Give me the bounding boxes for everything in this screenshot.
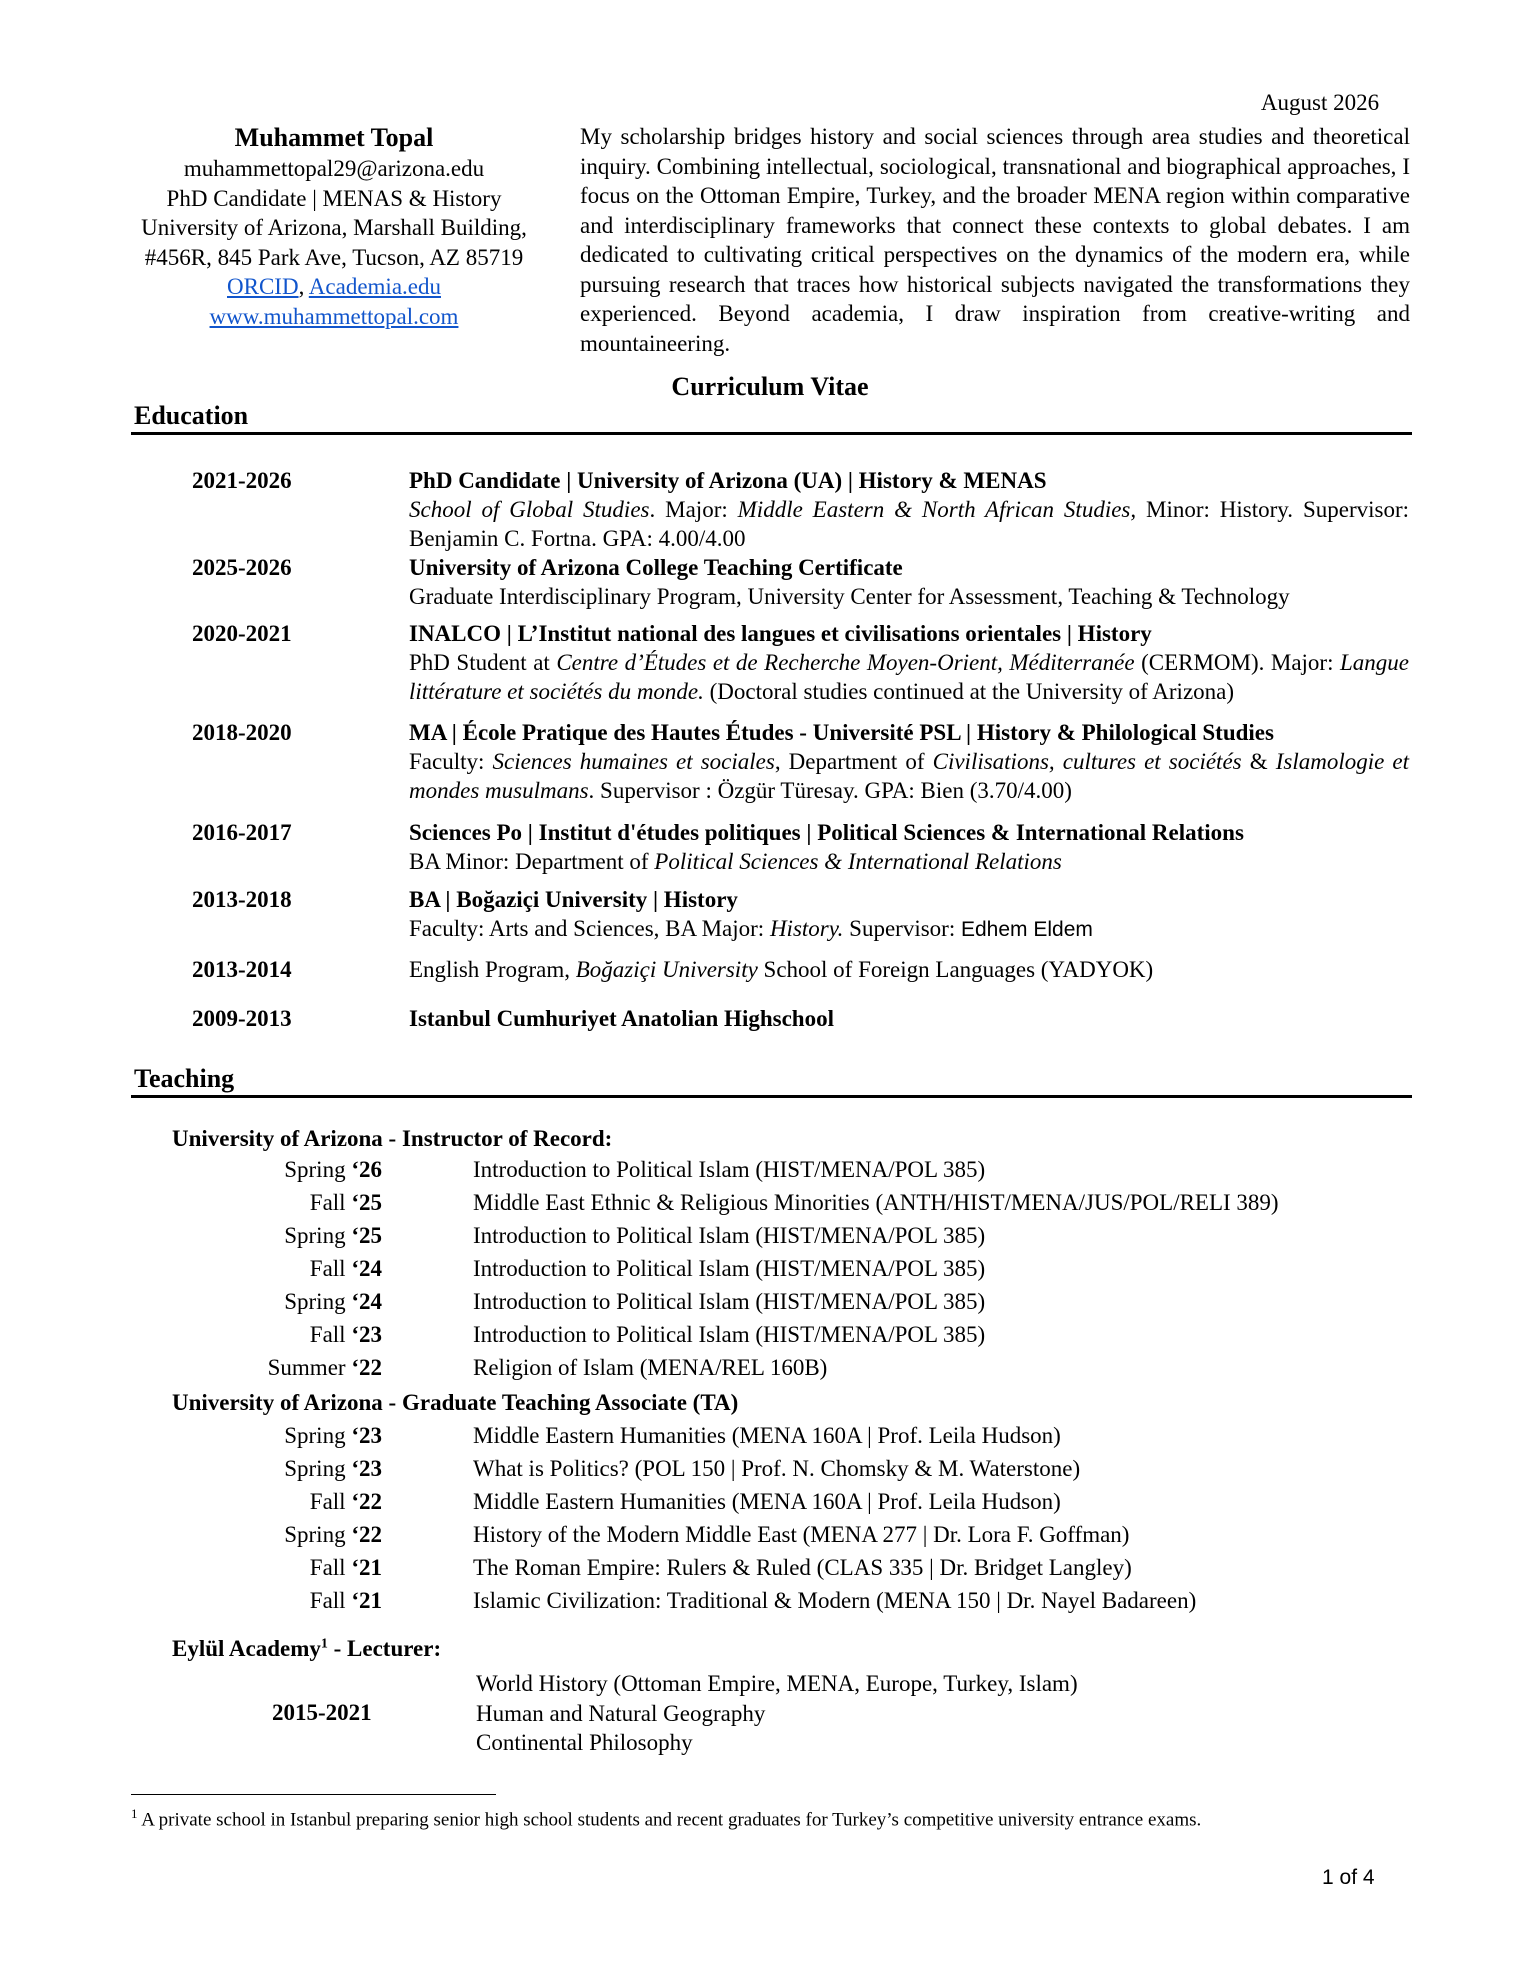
- teaching-course: Introduction to Political Islam (HIST/MENA/POL 385): [473, 1289, 986, 1314]
- teaching-row: [0, 1522, 1530, 1555]
- teaching-course: Middle Eastern Humanities (MENA 160A | Prof. Leila Hudson): [473, 1423, 1061, 1448]
- teaching-term: Spring ‘22: [284, 1522, 382, 1547]
- teaching-course: Middle East Ethnic & Religious Minorities (ANTH/HIST/MENA/JUS/POL/RELI 389): [473, 1190, 1279, 1215]
- teaching-years: 2015-2021: [272, 1700, 372, 1725]
- teaching-course: Religion of Islam (MENA/REL 160B): [473, 1355, 828, 1380]
- education-description: BA Minor: Department of Political Sciences & International Relations: [409, 849, 1062, 874]
- teaching-term: Fall ‘21: [309, 1555, 382, 1580]
- education-years: 2009-2013: [192, 1006, 292, 1031]
- teaching-row: [0, 1555, 1530, 1588]
- education-title: MA | École Pratique des Hautes Études - Université PSL | History & Philological Studies: [409, 720, 1274, 745]
- education-years: 2021-2026: [192, 468, 292, 493]
- teaching-row: [0, 1588, 1530, 1621]
- address-line-2: #456R, 845 Park Ave, Tucson, AZ 85719: [144, 244, 524, 270]
- teaching-term: Fall ‘21: [309, 1588, 382, 1613]
- document-date: August 2026: [1260, 90, 1380, 115]
- education-title: Istanbul Cumhuriyet Anatolian Highschool: [409, 1006, 834, 1031]
- teaching-term: Fall ‘23: [309, 1322, 382, 1347]
- education-description: Graduate Interdisciplinary Program, University Center for Assessment, Teaching & Technology: [409, 584, 1290, 609]
- education-years: 2018-2020: [192, 720, 292, 745]
- teaching-course: Introduction to Political Islam (HIST/MENA/POL 385): [473, 1256, 986, 1281]
- teaching-row: [0, 1256, 1530, 1289]
- teaching-term: Summer ‘22: [267, 1355, 382, 1380]
- link-separator: ,: [298, 274, 309, 299]
- education-years: 2013-2014: [192, 957, 292, 982]
- education-description: School of Global Studies. Major: Middle Eastern & North African Studies, Minor: History. Supervisor: Benjamin C. Fortna. GPA: 4.00/4.00: [409, 497, 1409, 551]
- education-title: University of Arizona College Teaching Certificate: [409, 555, 903, 580]
- teaching-group-title: University of Arizona - Instructor of Record:: [172, 1126, 613, 1151]
- academia-link[interactable]: Academia.edu: [308, 274, 441, 299]
- teaching-row: [0, 1355, 1530, 1388]
- education-title: PhD Candidate | University of Arizona (UA) | History & MENAS: [409, 468, 1047, 493]
- education-heading: Education: [134, 401, 249, 430]
- teaching-course: What is Politics? (POL 150 | Prof. N. Chomsky & M. Waterstone): [473, 1456, 1081, 1481]
- page-number: 1 of 4: [1322, 1866, 1375, 1889]
- teaching-group-title: University of Arizona - Graduate Teaching Associate (TA): [172, 1390, 739, 1415]
- education-title: Sciences Po | Institut d'études politiques | Political Sciences & International Relations: [409, 820, 1244, 845]
- education-years: 2016-2017: [192, 820, 292, 845]
- footnote-divider: [131, 1794, 496, 1795]
- teaching-term: Fall ‘25: [309, 1190, 382, 1215]
- author-name: Muhammet Topal: [234, 123, 434, 152]
- address-line-1: University of Arizona, Marshall Building,: [141, 215, 527, 240]
- teaching-course: Introduction to Political Islam (HIST/MENA/POL 385): [473, 1157, 986, 1182]
- education-years: 2020-2021: [192, 621, 292, 646]
- profile-links: [112, 272, 556, 302]
- education-description: English Program, Boğaziçi University School of Foreign Languages (YADYOK): [409, 957, 1154, 982]
- teaching-row: [0, 1322, 1530, 1355]
- education-years: 2025-2026: [192, 555, 292, 580]
- footnote-marker: 1: [320, 1636, 328, 1652]
- lecture-topics: [476, 1669, 1078, 1758]
- education-description: PhD Student at Centre d’Études et de Recherche Moyen-Orient, Méditerranée (CERMOM). Major: Langue littérature et sociétés du monde. (Doctoral studies continued at the University of Arizona): [409, 650, 1409, 704]
- footnote: $^1$ A private school in Istanbul preparing senior high school students and recent graduates for Turkey’s competitive university entrance exams.: [131, 1806, 1202, 1831]
- bio-paragraph: My scholarship bridges history and social sciences through area studies and theoretical inquiry. Combining intellectual, sociological, transnational and biographical approaches, I focus on the Ottoman Empire, Turkey, and the broader MENA region within comparative and interdisciplinary frameworks that connect these contexts to global debates. I am dedicated to cultivating critical perspectives on the dynamics of the modern era, while pursuing research that traces how historical subjects navigated the transformations they experienced. Beyond academia, I draw inspiration from creative-writing and mountaineering.: [580, 124, 1410, 356]
- contact-block: [112, 122, 556, 331]
- teaching-term: Spring ‘23: [284, 1423, 382, 1448]
- email: muhammettopal29@arizona.edu: [183, 156, 485, 181]
- education-description: Faculty: Sciences humaines et sociales, Department of Civilisations, cultures et sociétés & Islamologie et mondes musulmans. Supervisor : Özgür Türesay. GPA: Bien (3.70/4.00): [409, 749, 1410, 803]
- teaching-term: Spring ‘23: [284, 1456, 382, 1481]
- teaching-term: Fall ‘24: [309, 1256, 382, 1281]
- position: PhD Candidate | MENAS & History: [166, 185, 502, 211]
- teaching-row: [0, 1190, 1530, 1223]
- lecture-topic: Human and Natural Geography: [476, 1700, 766, 1726]
- teaching-row: [0, 1489, 1530, 1522]
- website-link[interactable]: www.muhammettopal.com: [209, 303, 459, 329]
- teaching-row: [0, 1223, 1530, 1256]
- cv-title: Curriculum Vitae: [671, 372, 869, 401]
- teaching-heading: Teaching: [134, 1064, 235, 1093]
- teaching-row: [0, 1456, 1530, 1489]
- lecture-topic: World History (Ottoman Empire, MENA, Europe, Turkey, Islam): [476, 1671, 1078, 1696]
- teaching-course: Middle Eastern Humanities (MENA 160A | Prof. Leila Hudson): [473, 1489, 1061, 1514]
- teaching-term: Fall ‘22: [309, 1489, 382, 1514]
- teaching-row: [0, 1289, 1530, 1322]
- teaching-group-title: Eylül Academy$^1$ - Lecturer:: [172, 1636, 442, 1661]
- education-years: 2013-2018: [192, 887, 292, 912]
- teaching-term: Spring ‘24: [284, 1289, 382, 1314]
- teaching-course: The Roman Empire: Rulers & Ruled (CLAS 335 | Dr. Bridget Langley): [473, 1555, 1132, 1580]
- education-title: INALCO | L’Institut national des langues et civilisations orientales | History: [409, 621, 1152, 646]
- teaching-divider: [131, 1095, 1412, 1098]
- teaching-row: [0, 1157, 1530, 1190]
- education-description: Faculty: Arts and Sciences, BA Major: History. Supervisor: Edhem Eldem: [409, 916, 1093, 941]
- teaching-term: Spring ‘26: [284, 1157, 382, 1182]
- education-divider: [131, 432, 1412, 435]
- orcid-link[interactable]: ORCID: [227, 274, 299, 299]
- teaching-course: History of the Modern Middle East (MENA 277 | Dr. Lora F. Goffman): [473, 1522, 1130, 1547]
- teaching-row: [0, 1423, 1530, 1456]
- teaching-course: Islamic Civilization: Traditional & Modern (MENA 150 | Dr. Nayel Badareen): [473, 1588, 1197, 1613]
- lecture-topic: Continental Philosophy: [476, 1730, 693, 1755]
- education-title: BA | Boğaziçi University | History: [409, 887, 738, 912]
- teaching-term: Spring ‘25: [284, 1223, 382, 1248]
- teaching-course: Introduction to Political Islam (HIST/MENA/POL 385): [473, 1223, 986, 1248]
- teaching-course: Introduction to Political Islam (HIST/MENA/POL 385): [473, 1322, 986, 1347]
